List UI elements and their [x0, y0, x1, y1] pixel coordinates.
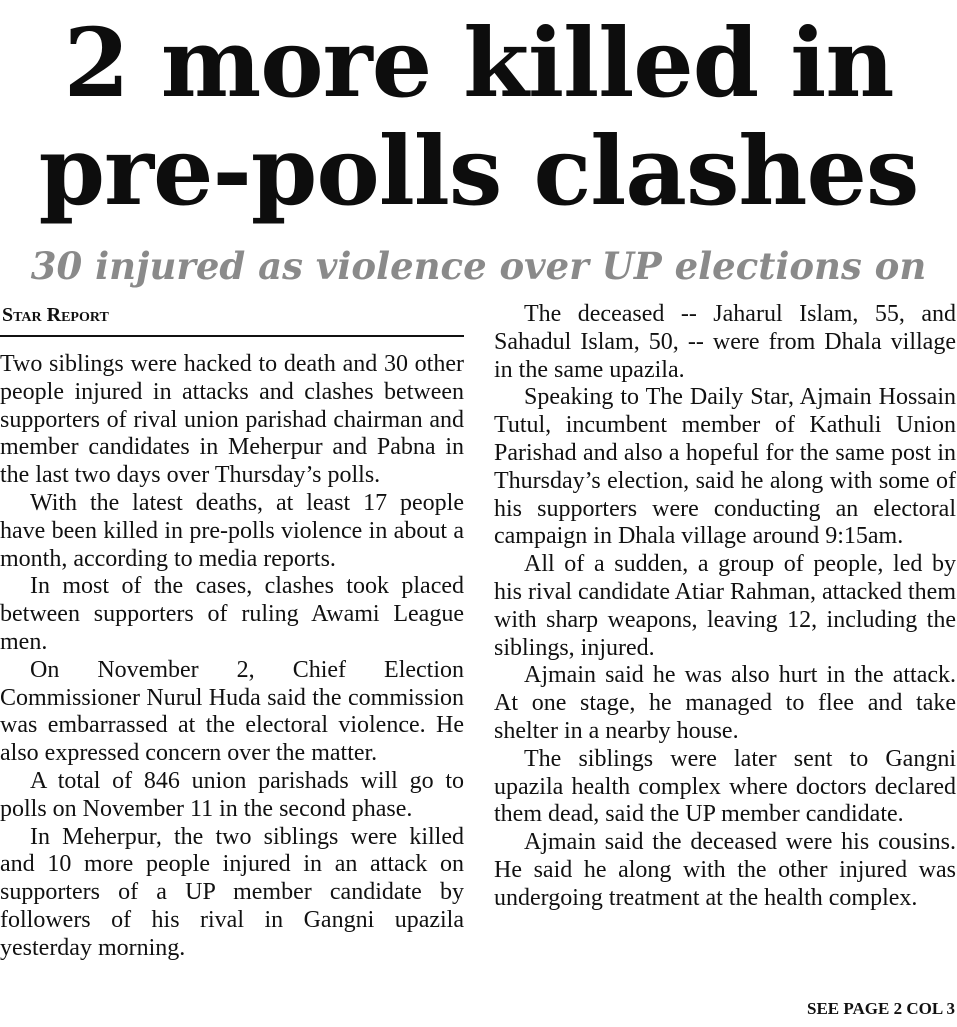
headline-line-2: pre-polls clashes — [38, 116, 919, 227]
paragraph: Two siblings were hacked to death and 30 other people injured in attacks and clashes between supporters of rival union parishad chairman and member candidates in Meherpur and Pabna in the last two days over Thursday’s polls. — [0, 351, 464, 489]
article-column-left — [0, 351, 464, 963]
headline-line-1: 2 more killed in — [63, 8, 894, 119]
paragraph: Ajmain said he was also hurt in the attack. At one stage, he managed to flee and take shelter in a nearby house. — [494, 662, 956, 744]
paragraph: A total of 846 union parishads will go to polls on November 11 in the second phase. — [0, 767, 464, 822]
paragraph: Ajmain said the deceased were his cousins. He said he along with the other injured was undergoing treatment at the health complex. — [494, 829, 956, 911]
paragraph: In most of the cases, clashes took placed between supporters of ruling Awami League men. — [0, 573, 464, 655]
paragraph: All of a sudden, a group of people, led by his rival candidate Atiar Rahman, attacked them with sharp weapons, leaving 12, including the siblings, injured. — [494, 551, 956, 661]
paragraph: In Meherpur, the two siblings were killed and 10 more people injured in an attack on supporters of a UP member candidate by followers of his rival in Gangni upazila yesterday morning. — [0, 823, 464, 961]
continued-on-page-link[interactable]: SEE PAGE 2 COL 3 — [807, 999, 955, 1018]
headline — [0, 10, 957, 226]
subheadline: 30 injured as violence over UP elections on — [30, 244, 927, 288]
paragraph: The siblings were later sent to Gangni upazila health complex where doctors declared them dead, said the UP member candidate. — [494, 745, 956, 828]
paragraph: With the latest deaths, at least 17 people have been killed in pre-polls violence in about a month, according to media reports. — [0, 489, 464, 572]
paragraph: On November 2, Chief Election Commissioner Nurul Huda said the commission was embarrassed at the electoral violence. He also expressed concern over the matter. — [0, 656, 464, 767]
paragraph: Speaking to The Daily Star, Ajmain Hossain Tutul, incumbent member of Kathuli Union Parishad and also a hopeful for the same post in Thursday’s election, said he along with some of his supporters were conducting an electoral campaign in Dhala village around 9:15am. — [494, 384, 956, 550]
article-column-right — [494, 301, 956, 913]
paragraph: The deceased -- Jaharul Islam, 55, and Sahadul Islam, 50, -- were from Dhala village in the same upazila. — [494, 301, 956, 383]
byline: Star Report — [2, 304, 109, 326]
byline-divider — [0, 335, 464, 337]
